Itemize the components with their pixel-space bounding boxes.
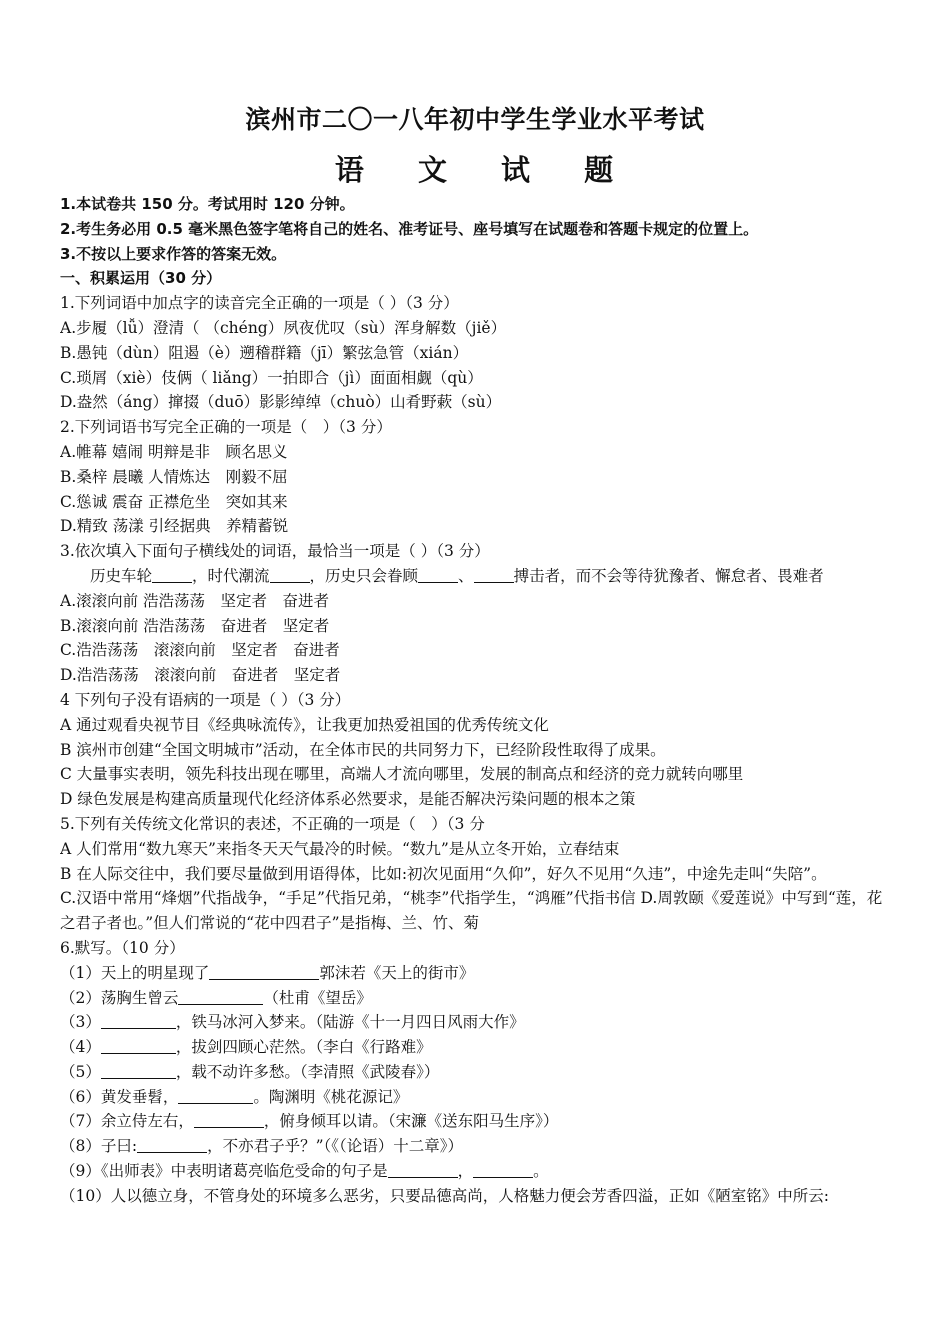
exam-subtitle: 语 文 试 题 — [334, 153, 636, 187]
section-heading: 一、积累运用（30 分） — [60, 269, 222, 288]
q6-blank[interactable] — [178, 1087, 253, 1104]
q3-sentence-part: ，历史只会眷顾 — [309, 566, 419, 585]
q6-blank[interactable] — [101, 1062, 176, 1079]
q6-item — [60, 1085, 895, 1110]
q6-blank[interactable] — [137, 1136, 207, 1153]
q6-blank[interactable] — [178, 988, 263, 1005]
q6-item-text: ，载不动许多愁。（李清照《武陵春》） — [175, 1062, 440, 1081]
q6-item-text: ，铁马冰河入梦来。（陆游《十一月四日风雨大作》 — [175, 1013, 525, 1032]
q3-option-c: C.浩浩荡荡 滚滚向前 坚定者 奋进者 — [60, 641, 340, 660]
q6-item-text: （5） — [60, 1062, 101, 1081]
q6-item-text: （2）荡胸生曾云 — [60, 988, 179, 1007]
note-2: 2.考生务必用 0.5 毫米黑色签字笔将自己的姓名、准考证号、座号填写在试题卷和答题卡规定的位置上。 — [60, 219, 759, 238]
q1-option-a: A.步履（lǚ）澄清（ （chéng）夙夜优叹（sù）浑身解数（jiě） — [60, 318, 507, 337]
q6-item-text: （3） — [60, 1013, 101, 1032]
q6-item — [60, 1060, 895, 1085]
note-3: 3.不按以上要求作答的答案无效。 — [60, 244, 287, 263]
q6-blank[interactable] — [101, 1012, 176, 1029]
q6-item-text: ，不亦君子乎？”（《（论语）十二章》） — [207, 1137, 464, 1156]
q3-option-d: D.浩浩荡荡 滚滚向前 奋进者 坚定者 — [60, 666, 341, 685]
q6-item — [60, 1109, 895, 1134]
q2-option-b: B.桑梓 晨曦 人情炼达 刚毅不屈 — [60, 467, 288, 486]
q3-blank[interactable] — [418, 566, 458, 583]
exam-title: 滨州市二〇一八年初中学生学业水平考试 — [245, 105, 705, 134]
q6-item-text: （4） — [60, 1038, 101, 1057]
q2-stem: 2.下列词语书写完全正确的一项是（ ）（3 分） — [60, 418, 392, 437]
q6-item-text: ，拔剑四顾心茫然。（李白《行路难》 — [175, 1038, 432, 1057]
q1-option-c: C.琐屑（xiè）伎俩（ liǎng）一拍即合（jì）面面相觑（qù） — [60, 368, 483, 387]
q6-blank[interactable] — [194, 1111, 264, 1128]
q6-blank[interactable] — [473, 1161, 533, 1178]
q6-item-text: 。 — [533, 1162, 549, 1181]
q5-option-b: B 在人际交往中，我们要尽量做到用语得体，比如:初次见面用“久仰”，好久不见用“久违”，中途先走叫“失陪”。 — [60, 864, 827, 883]
q6-item-text: （6）黄发垂髫， — [60, 1087, 179, 1106]
q6-item — [60, 1159, 895, 1184]
q4-option-b: B 滨州市创建“全国文明城市”活动，在全体市民的共同努力下，已经阶段性取得了成果。 — [60, 740, 666, 759]
q5-option-a: A 人们常用“数九寒天”来指冬天天气最冷的时候。“数九”是从立冬开始，立春结束 — [60, 839, 620, 858]
q6-item — [60, 1010, 895, 1035]
q1-option-d: D.盎然（áng）撺掇（duō）影影绰绰（chuò）山肴野蔌（sù） — [60, 393, 502, 412]
q6-item-text: （8）子曰: — [60, 1137, 138, 1156]
q5-stem: 5.下列有关传统文化常识的表述，不正确的一项是（ ）（3 分 — [60, 814, 485, 833]
q6-blank[interactable] — [388, 1161, 458, 1178]
q6-item — [60, 1134, 895, 1159]
q1-option-b: B.愚钝（dùn）阻遏（è）遡稽群籍（jī）繁弦急管（xián） — [60, 343, 469, 362]
q3-sentence-part: 搏击者，而不会等待犹豫者、懈怠者、畏难者 — [513, 566, 824, 585]
q1-stem: 1.下列词语中加点字的读音完全正确的一项是（ ）（3 分） — [60, 294, 459, 313]
q6-item — [60, 1035, 895, 1060]
q3-blank[interactable] — [474, 566, 514, 583]
q3-option-a: A.滚滚向前 浩浩荡荡 坚定者 奋进者 — [60, 591, 330, 610]
q6-item — [60, 986, 895, 1011]
q6-item-text: （10）人以德立身，不管身处的环境多么恶劣，只要品德高尚，人格魅力便会芳香四溢，正如《陋室铭》中所云: — [60, 1186, 829, 1205]
q6-item-text: （9）《出师表》中表明诸葛亮临危受命的句子是 — [60, 1162, 388, 1181]
q3-stem: 3.依次填入下面句子横线处的词语，最恰当一项是（ ）（3 分） — [60, 542, 490, 561]
q4-stem: 4 下列句子没有语病的一项是（ ）（3 分） — [60, 690, 351, 709]
q6-item-text: ，俯身倾耳以请。（宋濂《送东阳马生序》） — [263, 1112, 559, 1131]
q3-sentence-part: ，时代潮流 — [192, 566, 270, 585]
q2-option-a: A.帷幕 嬉闹 明辩是非 顾名思义 — [60, 442, 288, 461]
q3-blank[interactable] — [152, 566, 192, 583]
q6-stem: 6.默写。（10 分） — [60, 938, 185, 957]
q6-blank[interactable] — [101, 1037, 176, 1054]
q6-item-text: （1）天上的明星现了 — [60, 963, 210, 982]
q3-sentence — [60, 564, 895, 589]
exam-content — [60, 192, 895, 1209]
q6-item-text: ， — [457, 1162, 474, 1181]
q6-item — [60, 961, 895, 986]
q2-option-d: D.精致 荡漾 引经据典 养精蓄锐 — [60, 517, 289, 536]
q2-option-c: C.慫诚 震奋 正襟危坐 突如其来 — [60, 492, 288, 511]
q6-item-text: （7）余立侍左右， — [60, 1112, 194, 1131]
q4-option-a: A 通过观看央视节目《经典咏流传》，让我更加热爱祖国的优秀传统文化 — [60, 715, 549, 734]
q4-option-c: C 大量事实表明，领先科技出现在哪里，高端人才流向哪里，发展的制高点和经济的竞力就转向哪里 — [60, 765, 744, 784]
q6-blank[interactable] — [209, 963, 319, 980]
q5-option-cd: C.汉语中常用“烽烟”代指战争，“手足”代指兄弟，“桃李”代指学生，“鸿雁”代指书信 D.周敦颐《爱莲说》中写到“莲，花之君子者也。”但人们常说的“花中四君子”是指梅、兰、竹、菊 — [60, 889, 883, 933]
q6-item-text: （杜甫《望岳》 — [263, 988, 372, 1007]
q4-option-d: D 绿色发展是构建高质量现代化经济体系必然要求，是能否解决污染问题的根本之策 — [60, 790, 636, 809]
q3-sentence-part: 、 — [458, 566, 474, 585]
q3-sentence-part: 历史车轮 — [90, 566, 153, 585]
q3-option-b: B.滚滚向前 浩浩荡荡 奋进者 坚定者 — [60, 616, 330, 635]
q6-item-text: 。陶渊明《桃花源记》 — [253, 1087, 409, 1106]
q3-blank[interactable] — [270, 566, 310, 583]
q6-item-text: 郭沫若《天上的街市》 — [319, 963, 475, 982]
note-1: 1.本试卷共 150 分。考试用时 120 分钟。 — [60, 195, 355, 213]
q6-item — [60, 1184, 895, 1209]
